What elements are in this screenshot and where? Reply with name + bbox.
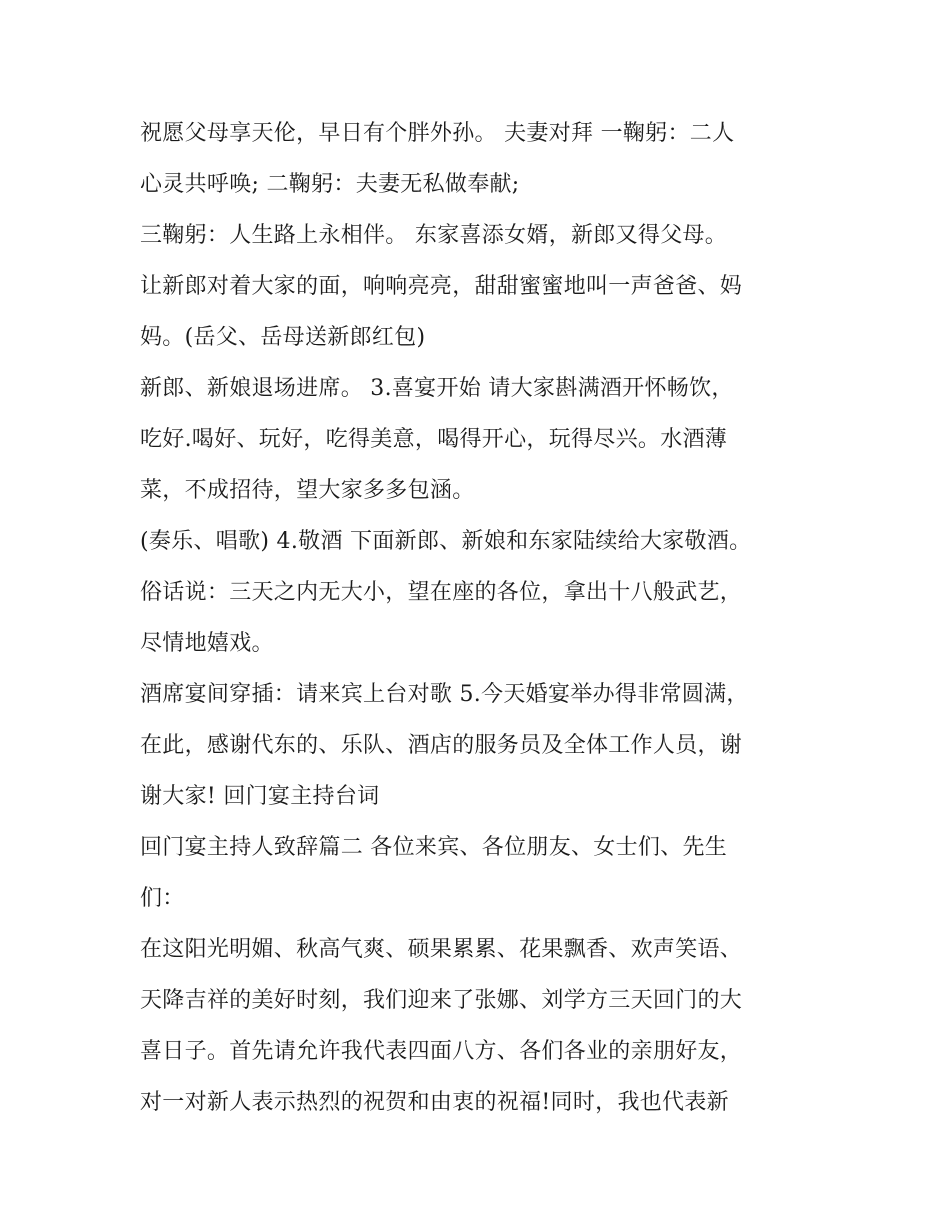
text-line: 让新郎对着大家的面，响响亮亮，甜甜蜜蜜地叫一声爸爸、妈 [140, 274, 743, 299]
text-line: 妈。(岳父、岳母送新郎红包) [140, 325, 426, 350]
text-line: 谢大家! 回门宴主持台词 [140, 784, 380, 809]
text-line: 在这阳光明媚、秋高气爽、硕果累累、花果飘香、欢声笑语、 [140, 937, 743, 962]
text-line: 菜，不成招待，望大家多多包涵。 [140, 478, 475, 503]
text-line: 喜日子。首先请允许我代表四面八方、各们各业的亲朋好友， [140, 1039, 743, 1064]
text-line: 祝愿父母享天伦，早日有个胖外孙。 夫妻对拜 一鞠躬：二人 [140, 121, 735, 146]
text-line: 对一对新人表示热烈的祝贺和由衷的祝福!同时，我也代表新 [140, 1090, 729, 1115]
text-line: 吃好.喝好、玩好，吃得美意，喝得开心，玩得尽兴。水酒薄 [140, 427, 728, 452]
text-line: 在此，感谢代东的、乐队、酒店的服务员及全体工作人员，谢 [140, 733, 743, 758]
text-line: 酒席宴间穿插：请来宾上台对歌 5.今天婚宴举办得非常圆满， [140, 682, 749, 707]
text-line: (奏乐、唱歌) 4.敬酒 下面新郎、新娘和东家陆续给大家敬酒。 [140, 529, 752, 554]
text-line: 新郎、新娘退场进席。 3.喜宴开始 请大家斟满酒开怀畅饮， [140, 376, 734, 401]
text-line: 三鞠躬：人生路上永相伴。 东家喜添女婿，新郎又得父母。 [140, 223, 728, 248]
text-line: 心灵共呼唤; 二鞠躬：夫妻无私做奉献; [140, 172, 520, 197]
text-line: 回门宴主持人致辞篇二 各位来宾、各位朋友、女士们、先生 [140, 835, 728, 860]
text-line: 天降吉祥的美好时刻，我们迎来了张娜、刘学方三天回门的大 [140, 988, 743, 1013]
text-line: 尽情地嬉戏。 [140, 631, 274, 656]
document-body [140, 108, 830, 1128]
text-line: 俗话说：三天之内无大小，望在座的各位，拿出十八般武艺， [140, 580, 743, 605]
text-line: 们： [140, 886, 185, 911]
